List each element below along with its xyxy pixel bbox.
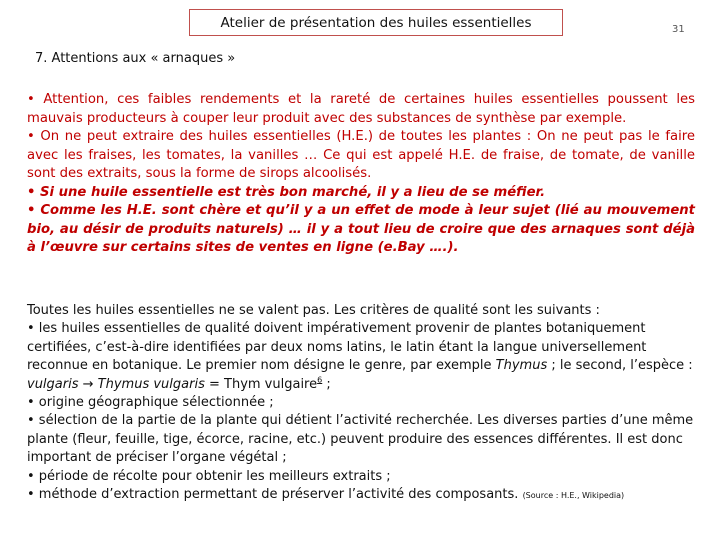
criteria-intro: Toutes les huiles essentielles ne se valent pas. Les critères de qualité sont les suivants : <box>27 303 600 318</box>
source-citation: (Source : H.E., Wikipedia) <box>522 491 625 501</box>
criteria-item-4: • période de récolte pour obtenir les meilleurs extraits ; <box>27 468 391 484</box>
criteria-item-1-text-b: ; le second, l’espèce : <box>547 358 693 374</box>
criteria-item-5 <box>27 486 695 505</box>
full-latin-name: Thymus vulgaris <box>97 376 205 392</box>
warning-paragraph-3: • Si une huile essentielle est très bon marché, il y a lieu de se méfier. <box>27 184 546 200</box>
section-title: 7. Attentions aux « arnaques » <box>35 51 236 66</box>
criteria-item-1-text-d: ; <box>322 376 331 392</box>
genus-example: Thymus <box>495 358 548 374</box>
criteria-item-1 <box>27 320 695 394</box>
criteria-item-5-text: • méthode d’extraction permettant de préserver l’activité des composants. <box>27 487 519 503</box>
warning-block <box>27 91 695 258</box>
criteria-item-1-text-a: • les huiles essentielles de qualité doivent impérativement provenir de plantes botaniquement certifiées, c’est-à-dire identifiées par deux noms latins, le latin étant la langue universellement reconnue en botanique. Le premier nom désigne le genre, par exemple <box>27 321 647 374</box>
species-example: vulgaris <box>27 376 79 392</box>
footnote-reference[interactable]: 6 <box>317 375 323 385</box>
arrow-symbol: → <box>78 376 98 392</box>
slide-title: Atelier de présentation des huiles essentielles <box>220 14 532 31</box>
warning-paragraph-2: • On ne peut extraire des huiles essentielles (H.E.) de toutes les plantes : On ne peut pas le faire avec les fraises, les tomates, la vanilles … Ce qui est appelé H.E. de fraise, de tomate, de vanille sont des extraits, sous la forme de sirops alcoolisés. <box>27 129 695 181</box>
warning-paragraph-4: • Comme les H.E. sont chère et qu’il y a un effet de mode à leur sujet (lié au mouvement bio, au désir de produits naturels) … il y a tout lieu de croire que des arnaques sont déjà à l’œuvre sur certains sites de ventes en ligne (e.Bay ….). <box>27 203 695 255</box>
quality-criteria-block <box>27 302 695 505</box>
criteria-item-2: • origine géographique sélectionnée ; <box>27 395 274 411</box>
criteria-item-3: • sélection de la partie de la plante qui détient l’activité recherchée. Les diverses parties d’une même plante (fleur, feuille, tige, écorce, racine, etc.) peuvent produire des essences différentes. Il est donc important de préciser l’organe végétal ; <box>27 413 694 466</box>
criteria-item-1-text-c: = Thym vulgaire <box>204 376 318 392</box>
slide-title-box <box>189 9 563 36</box>
page-number: 31 <box>672 24 685 35</box>
warning-paragraph-1: • Attention, ces faibles rendements et la rareté de certaines huiles essentielles poussent les mauvais producteurs à couper leur produit avec des substances de synthèse par exemple. <box>27 92 695 126</box>
